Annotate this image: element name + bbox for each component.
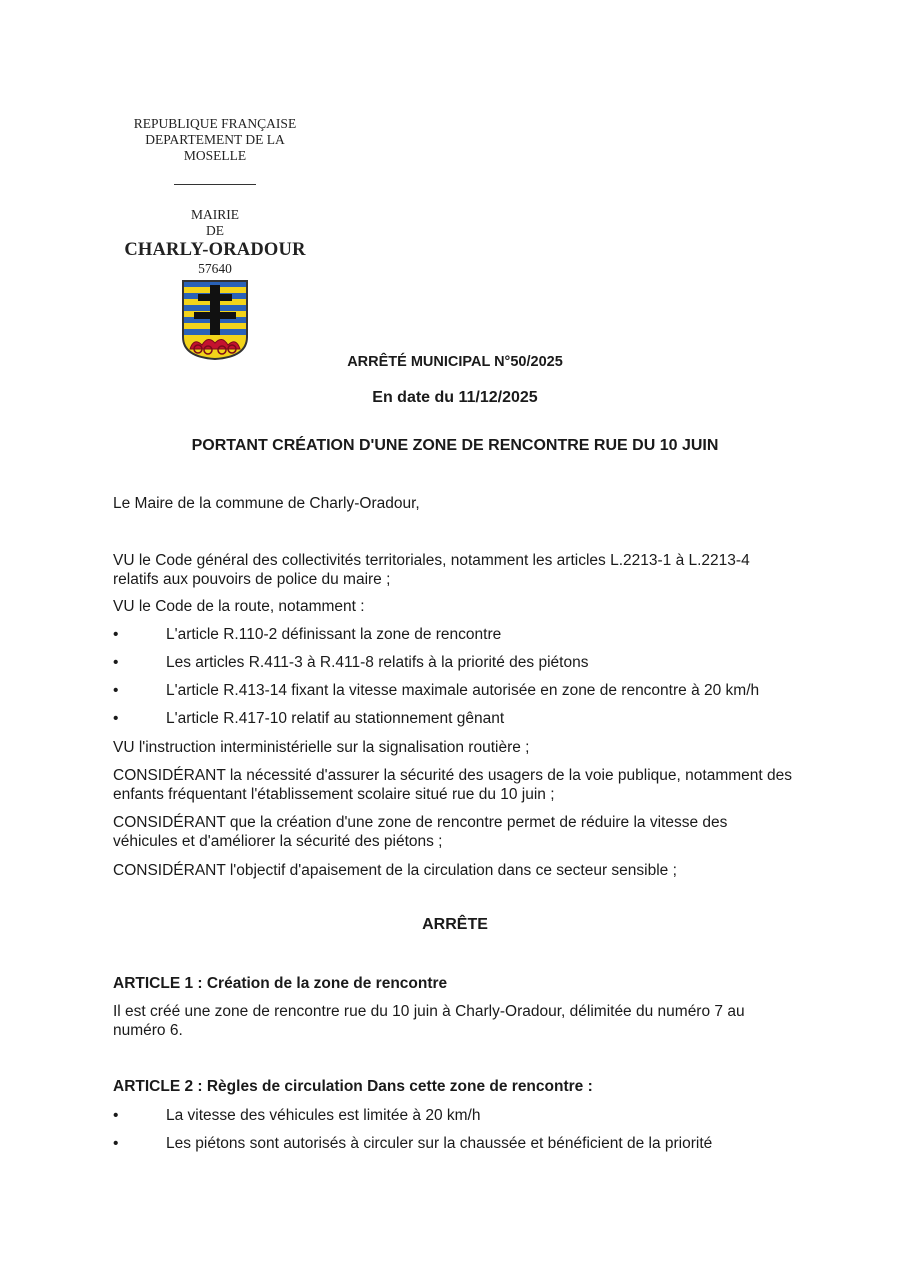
list-item-text: La vitesse des véhicules est limitée à 20 km/h <box>166 1107 481 1124</box>
coat-of-arms-icon <box>180 279 250 361</box>
considerant-3: CONSIDÉRANT l'objectif d'apaisement de la circulation dans ce secteur sensible ; <box>113 862 677 879</box>
bullet-icon: • <box>113 654 119 671</box>
de-label: DE <box>206 223 224 238</box>
bullet-icon: • <box>113 626 119 643</box>
list-item-text: L'article R.417-10 relatif au stationnement gênant <box>166 710 505 727</box>
letterhead <box>115 116 315 277</box>
list-item-text: L'article R.110-2 définissant la zone de rencontre <box>166 626 502 643</box>
letterhead-divider <box>174 184 256 185</box>
department-line: DEPARTEMENT DE LA <box>145 132 285 147</box>
list-item-text: Les piétons sont autorisés à circuler sur la chaussée et bénéficient de la priorité <box>166 1135 713 1152</box>
arrete-heading: ARRÊTE <box>422 916 488 933</box>
article-2-heading: ARTICLE 2 : Règles de circulation Dans cette zone de rencontre : <box>113 1078 593 1095</box>
decree-number: ARRÊTÉ MUNICIPAL N°50/2025 <box>347 354 563 370</box>
decree-subject: PORTANT CRÉATION D'UNE ZONE DE RENCONTRE RUE DU 10 JUIN <box>191 437 719 454</box>
considerant-1: CONSIDÉRANT la nécessité d'assurer la sécurité des usagers de la voie publique, notamment des enfants fréquentant l'établissement scolaire situé rue du 10 juin ; <box>113 767 792 803</box>
bullet-icon: • <box>113 1107 119 1124</box>
article-1-heading: ARTICLE 1 : Création de la zone de rencontre <box>113 975 448 992</box>
vu-code-route: VU le Code de la route, notamment : <box>113 598 365 615</box>
bullet-icon: • <box>113 682 119 699</box>
vu-cgct: VU le Code général des collectivités territoriales, notamment les articles L.2213-1 à L.2213-4 relatifs aux pouvoirs de police du maire ; <box>113 552 750 588</box>
bullet-icon: • <box>113 1135 119 1152</box>
considerant-2: CONSIDÉRANT que la création d'une zone de rencontre permet de réduire la vitesse des véhicules et d'améliorer la sécurité des piétons ; <box>113 814 728 850</box>
intro-paragraph: Le Maire de la commune de Charly-Oradour, <box>113 495 420 512</box>
list-item-text: Les articles R.411-3 à R.411-8 relatifs à la priorité des piétons <box>166 654 589 671</box>
article-1-body: Il est créé une zone de rencontre rue du 10 juin à Charly-Oradour, délimitée du numéro 7 au numéro 6. <box>113 1003 745 1039</box>
list-item-text: L'article R.413-14 fixant la vitesse maximale autorisée en zone de rencontre à 20 km/h <box>166 682 760 699</box>
mairie-label: MAIRIE <box>191 207 239 222</box>
postcode: 57640 <box>198 261 232 276</box>
decree-date: En date du 11/12/2025 <box>372 389 538 406</box>
department-name: MOSELLE <box>183 148 247 163</box>
country-line: REPUBLIQUE FRANÇAISE <box>133 116 297 131</box>
bullet-icon: • <box>113 710 119 727</box>
commune-name: CHARLY-ORADOUR <box>124 240 306 260</box>
vu-instruction: VU l'instruction interministérielle sur la signalisation routière ; <box>113 739 530 756</box>
